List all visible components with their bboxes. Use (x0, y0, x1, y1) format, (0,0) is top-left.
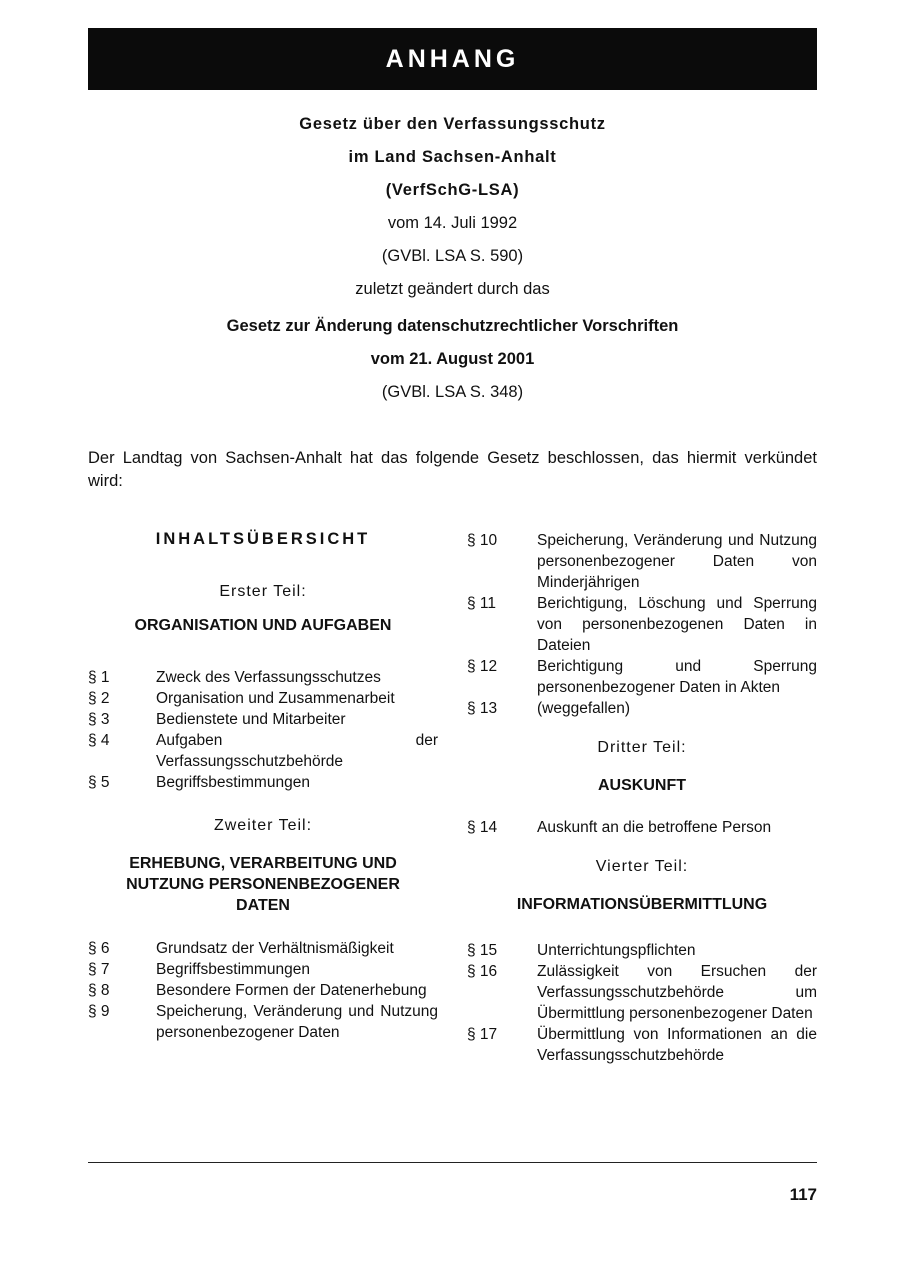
toc-entry (467, 1024, 817, 1066)
section-number: § 4 (88, 732, 110, 749)
part-3-title: AUSKUNFT (598, 777, 686, 794)
amending-law-gazette-ref: (GVBl. LSA S. 348) (381, 383, 524, 401)
section-title: Besondere Formen der Datenerhebung (156, 982, 427, 999)
section-title: Organisation und Zusammenarbeit (156, 690, 395, 707)
part-2-title: ERHEBUNG, VERARBEITUNG UND NUTZUNG PERSONENBEZOGENER DATEN (126, 855, 400, 914)
amending-law-date: vom 21. August 2001 (370, 350, 535, 368)
section-title: Speicherung, Veränderung und Nutzung personenbezogener Daten von Minderjährigen (537, 532, 817, 591)
toc-entry (467, 698, 817, 719)
part-4-list (467, 940, 817, 1066)
section-number: § 13 (467, 700, 498, 717)
toc-entry (467, 940, 817, 961)
section-number: § 6 (88, 940, 110, 957)
section-title: Zulässigkeit von Ersuchen der Verfassungsschutzbehörde um Übermittlung personenbezogener Daten (537, 963, 817, 1022)
section-number: § 12 (467, 658, 498, 675)
section-number: § 5 (88, 774, 110, 791)
section-number: § 7 (88, 961, 110, 978)
toc-entry (467, 961, 817, 1024)
part-2-label: Zweiter Teil: (213, 817, 313, 834)
law-date: vom 14. Juli 1992 (387, 214, 518, 232)
section-number: § 15 (467, 942, 498, 959)
section-title: Grundsatz der Verhältnismäßigkeit (156, 940, 394, 957)
part-2-list-continued (467, 530, 817, 719)
part-3-label: Dritter Teil: (597, 739, 687, 756)
part-1-title: ORGANISATION UND AUFGABEN (134, 617, 392, 634)
toc-entry (88, 772, 438, 793)
toc-entry (467, 656, 817, 698)
section-title: Aufgaben der Verfassungsschutzbehörde (156, 732, 438, 770)
law-title-state: im Land Sachsen-Anhalt (348, 148, 557, 166)
section-number: § 10 (467, 532, 498, 549)
enactment-clause: Der Landtag von Sachsen-Anhalt hat das folgende Gesetz beschlossen, das hiermit verkündet wird: (88, 449, 817, 490)
section-title: Auskunft an die betroffene Person (537, 819, 772, 836)
toc-entry (88, 1001, 438, 1043)
toc-right-column (467, 530, 817, 1066)
amending-law-title: Gesetz zur Änderung datenschutzrechtlicher Vorschriften (226, 317, 679, 335)
section-number: § 9 (88, 1003, 110, 1020)
toc-entry (467, 593, 817, 656)
section-number: § 3 (88, 711, 110, 728)
law-abbreviation: (VerfSchG-LSA) (385, 181, 520, 199)
toc-entry (467, 530, 817, 593)
section-title: (weggefallen) (537, 700, 631, 717)
law-title: Gesetz über den Verfassungsschutz (299, 115, 606, 133)
amendment-note: zuletzt geändert durch das (355, 280, 550, 298)
toc-entry (467, 817, 817, 838)
section-number: § 14 (467, 819, 498, 836)
toc-entry (88, 938, 438, 959)
section-title: Bedienstete und Mitarbeiter (156, 711, 346, 728)
toc-entry (88, 730, 438, 772)
section-title: Unterrichtungspflichten (537, 942, 696, 959)
section-title: Zweck des Verfassungsschutzes (156, 669, 381, 686)
toc-heading: INHALTSÜBERSICHT (155, 530, 371, 548)
section-number: § 17 (467, 1026, 498, 1043)
law-title-block (88, 108, 817, 409)
section-title: Begriffsbestimmungen (156, 774, 310, 791)
section-number: § 11 (467, 595, 497, 612)
page-number: 117 (789, 1185, 817, 1204)
toc-entry (88, 667, 438, 688)
section-title: Berichtigung und Sperrung personenbezogener Daten in Akten (537, 658, 817, 696)
section-number: § 8 (88, 982, 110, 999)
toc-entry (88, 688, 438, 709)
section-number: § 16 (467, 963, 498, 980)
section-title: Speicherung, Veränderung und Nutzung personenbezogener Daten (156, 1003, 438, 1041)
section-number: § 2 (88, 690, 110, 707)
appendix-banner: ANHANG (88, 28, 817, 90)
section-title: Berichtigung, Löschung und Sperrung von personenbezogenen Daten in Dateien (537, 595, 817, 654)
part-2-list (88, 938, 438, 1043)
part-3-list (467, 817, 817, 838)
toc-left-column (88, 530, 438, 1043)
section-title: Begriffsbestimmungen (156, 961, 310, 978)
part-4-label: Vierter Teil: (595, 858, 689, 875)
toc-entry (88, 959, 438, 980)
section-number: § 1 (88, 669, 110, 686)
part-1-list (88, 667, 438, 793)
part-1-label: Erster Teil: (219, 583, 307, 600)
toc-entry (88, 980, 438, 1001)
part-4-title: INFORMATIONSÜBERMITTLUNG (516, 896, 768, 913)
footer-divider (88, 1162, 817, 1163)
section-title: Übermittlung von Informationen an die Verfassungsschutzbehörde (537, 1026, 817, 1064)
toc-entry (88, 709, 438, 730)
law-gazette-ref: (GVBl. LSA S. 590) (381, 247, 524, 265)
